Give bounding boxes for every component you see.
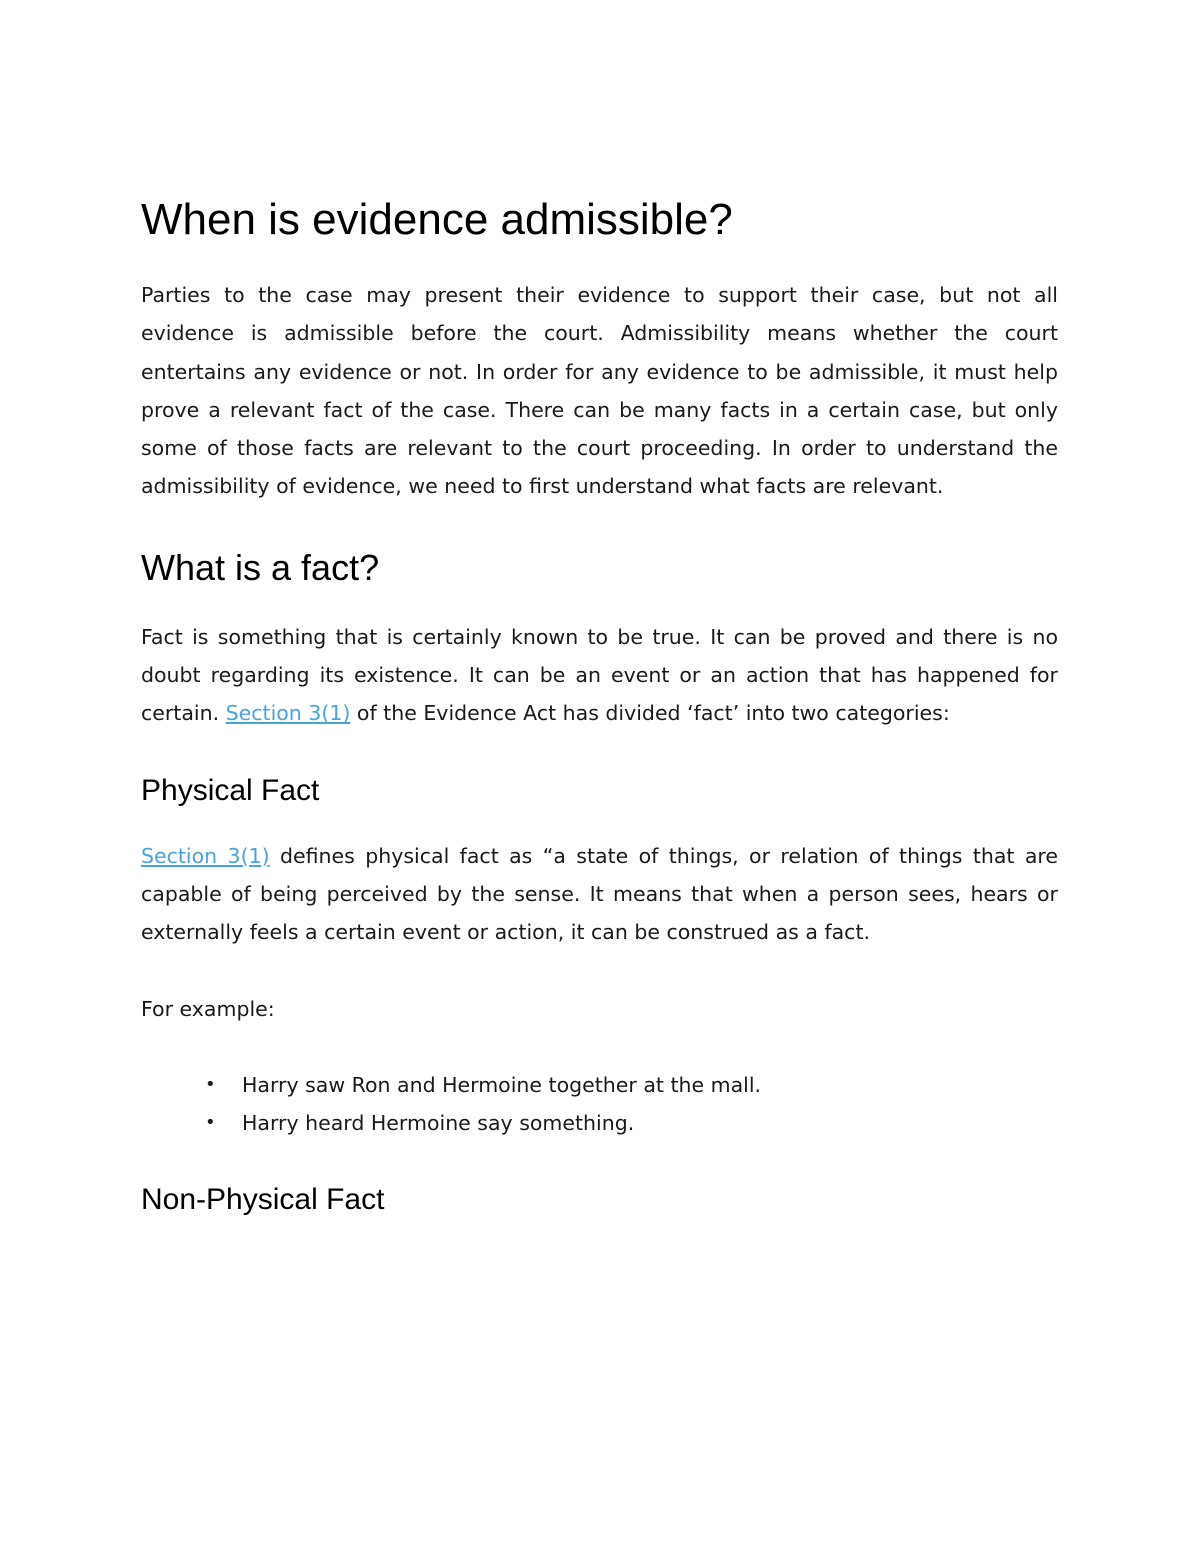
list-item-text: Harry saw Ron and Hermoine together at the mall.	[242, 1072, 762, 1097]
physical-fact-text: defines physical fact as “a state of things, or relation of things that are capable of being perceived by the sense. It means that when a person sees, hears or externally feels a certain event or action, it can be construed as a fact.	[141, 843, 1058, 945]
list-item	[141, 1066, 1058, 1104]
example-label: For example:	[141, 996, 275, 1021]
bullet-icon: •	[205, 1073, 216, 1095]
physical-fact-paragraph	[141, 837, 1058, 952]
section-3-1-link-physical[interactable]: Section 3(1)	[141, 843, 270, 868]
page-title: When is evidence admissible?	[141, 195, 733, 244]
fact-paragraph-text-after: of the Evidence Act has divided ‘fact’ into two categories:	[350, 701, 950, 726]
fact-paragraph	[141, 618, 1058, 733]
list-item-text: Harry heard Hermoine say something.	[242, 1111, 635, 1136]
fact-paragraph-text-before: Fact is something that is certainly known to be true. It can be proved and there is no doubt regarding its existence. It can be an event or an action that has happened for certain.	[141, 624, 1058, 726]
list-item	[141, 1104, 1058, 1142]
fact-heading: What is a fact?	[141, 546, 380, 588]
intro-paragraph: Parties to the case may present their evidence to support their case, but not all evidence is admissible before the court. Admissibility means whether the court entertains any evidence or not. In order for any evidence to be admissible, it must help prove a relevant fact of the case. There can be many facts in a certain case, but only some of those facts are relevant to the court proceeding. In order to understand the admissibility of evidence, we need to first understand what facts are relevant.	[141, 283, 1058, 499]
bullet-icon: •	[205, 1112, 216, 1134]
section-3-1-link[interactable]: Section 3(1)	[225, 701, 351, 726]
examples-list	[141, 1066, 1058, 1143]
non-physical-fact-heading: Non-Physical Fact	[141, 1183, 385, 1217]
document-page	[141, 190, 1058, 1246]
physical-fact-heading: Physical Fact	[141, 773, 320, 807]
